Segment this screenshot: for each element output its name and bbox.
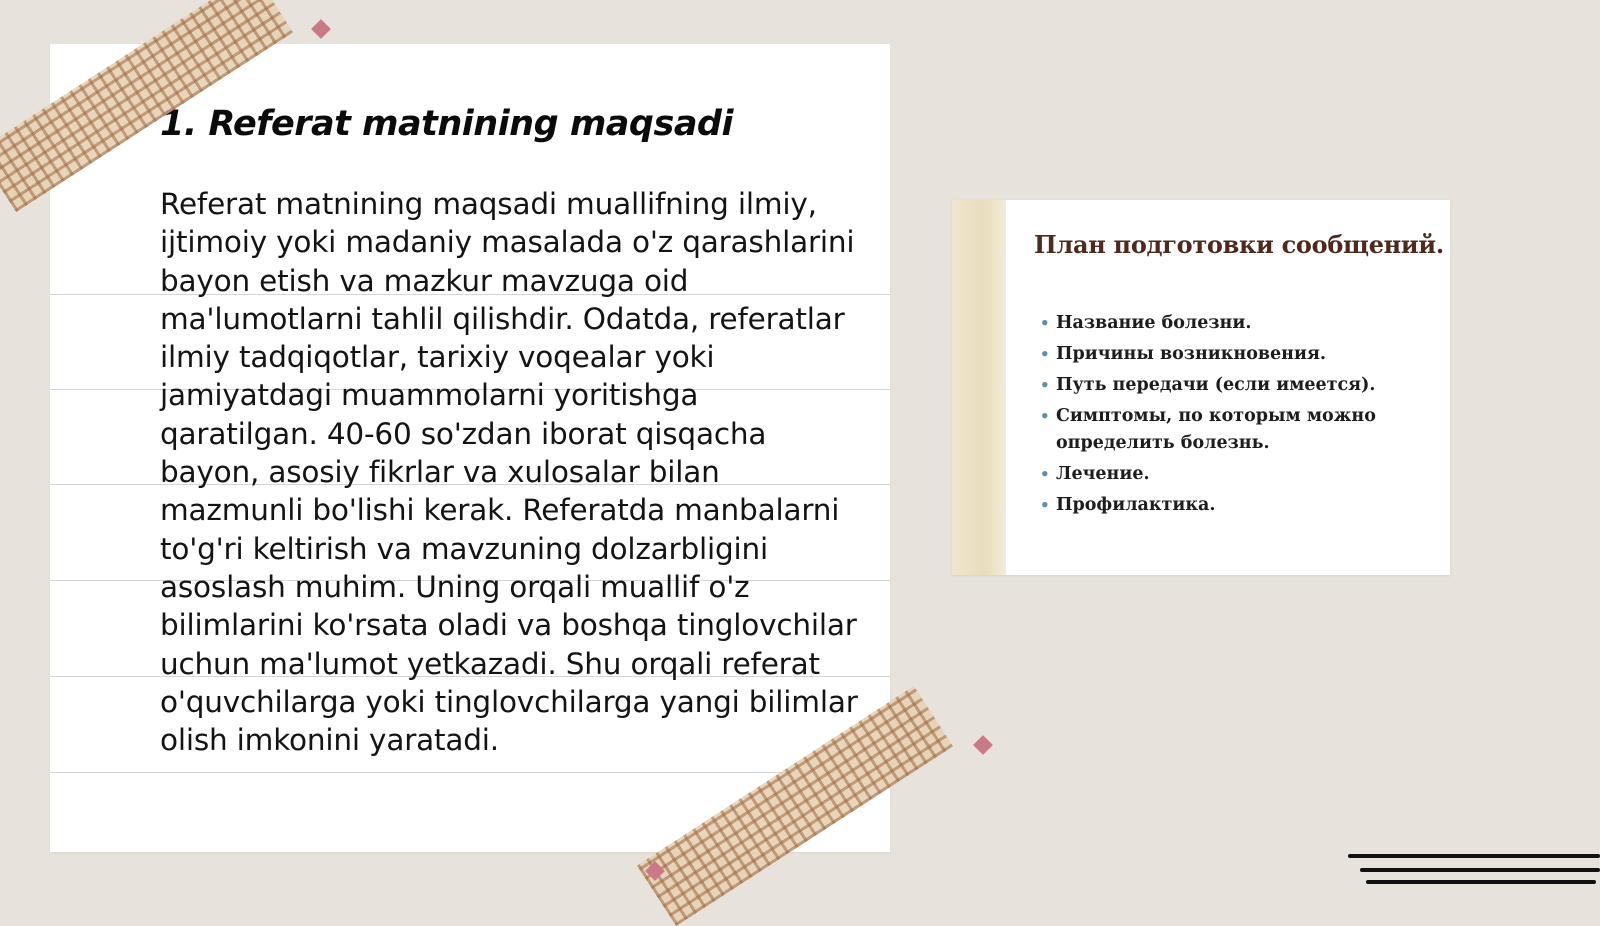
- stroke-line: [1348, 854, 1600, 858]
- bullet-icon: •: [1040, 314, 1050, 332]
- slide-bullet-item: • Причины возникновения.: [1040, 341, 1440, 368]
- bullet-icon: •: [1040, 345, 1050, 363]
- slide-bullet-list: [1040, 310, 1440, 523]
- slide-bullet-item: • Лечение.: [1040, 461, 1440, 488]
- slide-bullet-item: • Название болезни.: [1040, 310, 1440, 337]
- document-title: 1. Referat matnining maqsadi: [160, 104, 733, 144]
- bullet-icon: •: [1040, 496, 1050, 514]
- document-body: Referat matnining maqsadi muallifning ilmiy, ijtimoiy yoki madaniy masalada o'z qarashlarini bayon etish va mazkur mavzuga oid ma'lumotlarni tahlil qilishdir. Odatda, referatlar ilmiy tadqiqotlar, tarixiy voqealar yoki jamiyatdagi muammolarni yoritishga qaratilgan. 40-60 so'zdan iborat qisqacha bayon, asosiy fikrlar va xulosalar bilan mazmunli bo'lishi kerak. Referatda manbalarni to'g'ri keltirish va mavzuning dolzarbligini asoslash muhim. Uning orqali muallif o'z bilimlarini ko'rsata oladi va boshqa tinglovchilar uchun ma'lumot yetkazadi. Shu orqali referat o'quvchilarga yoki tinglovchilarga yangi bilimlar olish imkonini yaratadi.: [160, 187, 858, 758]
- tape-tip: [973, 735, 993, 755]
- stroke-line: [1366, 880, 1596, 884]
- bullet-icon: •: [1040, 465, 1050, 483]
- slide-bullet-item: • Профилактика.: [1040, 492, 1440, 519]
- bullet-icon: •: [1040, 407, 1050, 425]
- tape-tip: [311, 19, 331, 39]
- slide-bullet-item: • Путь передачи (если имеется).: [1040, 372, 1440, 399]
- slide-decor-strip: [952, 200, 1006, 575]
- slide-title: План подготовки сообщений.: [1034, 230, 1444, 259]
- notebook-paper: [50, 44, 890, 852]
- ruled-line: [50, 772, 890, 773]
- slide-thumbnail: [952, 200, 1450, 575]
- decorative-stroke-lines: [1348, 848, 1600, 888]
- bullet-icon: •: [1040, 376, 1050, 394]
- slide-bullet-item: • Симптомы, по которым можно определить болезнь.: [1040, 403, 1440, 457]
- stroke-line: [1360, 868, 1600, 872]
